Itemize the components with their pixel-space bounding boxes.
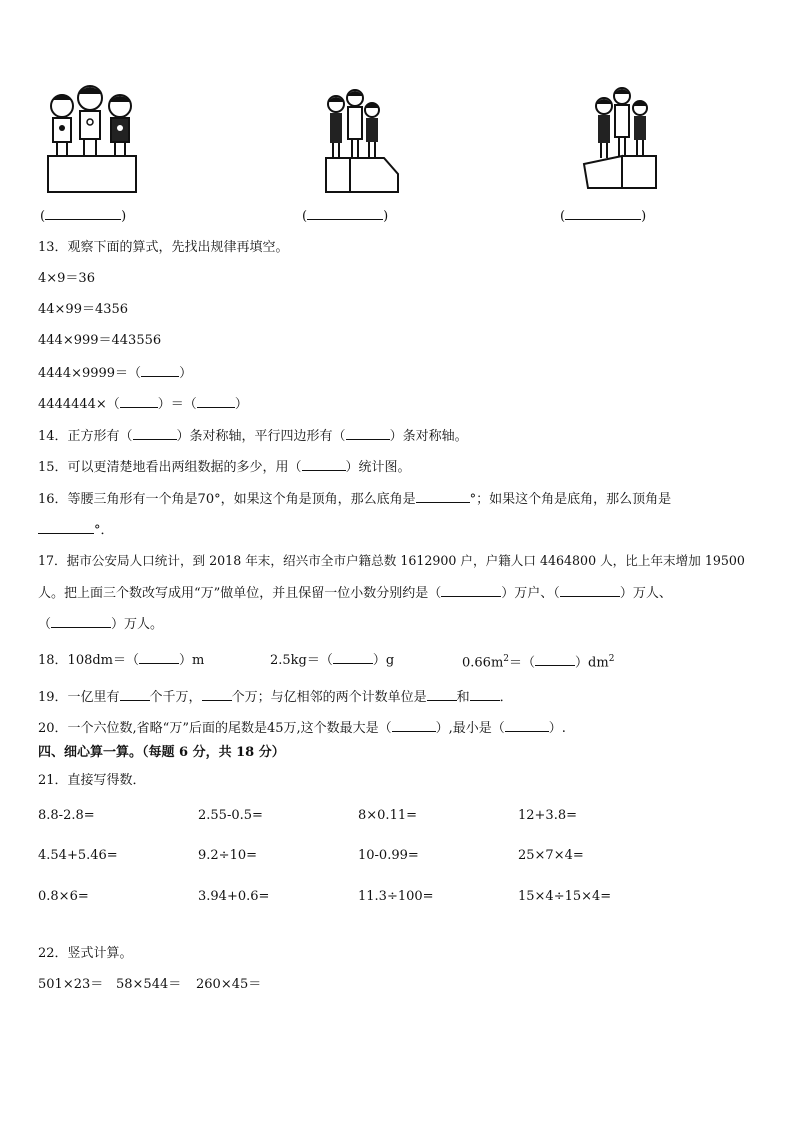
q13-line5-text: 4444444×（ (38, 397, 120, 412)
answer-blank[interactable] (45, 207, 121, 220)
q14-text-a: 14．正方形有（ (38, 429, 133, 444)
q19-text-e: ． (499, 690, 513, 705)
q18-part-a (38, 651, 204, 669)
q16-text-a: 16．等腰三角形有一个角是70°，如果这个角是顶角，那么底角是 (38, 492, 416, 507)
q19-text-b: 个千万， (149, 690, 202, 705)
answer-blank[interactable] (197, 395, 235, 408)
answer-blank[interactable] (38, 521, 94, 534)
q21-item: 25×7×4= (518, 848, 584, 863)
q17-line1: 17．据市公安局人口统计，到 2018 年末，绍兴市全市户籍总数 1612900 户，户籍人口 4464800 人，比上年末增加 19500 (38, 553, 745, 568)
q21-item: 9.2÷10= (198, 848, 258, 863)
q20 (38, 719, 566, 737)
q21-item: 10-0.99= (358, 848, 419, 863)
q21-title: 21．直接写得数． (38, 773, 146, 788)
q16-line1 (38, 490, 671, 508)
q19-text-c: 个万；与亿相邻的两个计数单位是 (231, 690, 427, 705)
answer-blank[interactable] (302, 458, 346, 471)
q21-item: 8.8-2.8= (38, 808, 95, 823)
q14-text-c: ）条对称轴。 (389, 429, 468, 444)
answer-blank[interactable] (505, 719, 549, 732)
q15 (38, 458, 411, 476)
figure-kids-on-box-front (40, 80, 150, 200)
q13-title: 13．观察下面的算式，先找出规律再填空。 (38, 240, 289, 255)
answer-blank[interactable] (441, 584, 501, 597)
answer-blank[interactable] (120, 395, 158, 408)
q18-b-text: 2.5kg＝（ (270, 653, 333, 668)
q19 (38, 688, 513, 706)
answer-blank[interactable] (535, 653, 575, 666)
q17-text-b: ）万户、（ (501, 586, 560, 601)
caption-open: ( (40, 209, 46, 224)
answer-blank[interactable] (427, 688, 457, 701)
q21-item: 2.55-0.5= (198, 808, 263, 823)
q13-line1: 4×9＝36 (38, 271, 95, 286)
answer-blank[interactable] (565, 207, 641, 220)
q18-part-b (270, 651, 394, 669)
q18-c-unit: ）dm (575, 655, 609, 671)
answer-blank[interactable] (307, 207, 383, 220)
caption-open: ( (302, 209, 308, 224)
q20-text-b: ）,最小是（ (435, 721, 505, 736)
q17-text-c: ）万人、 (619, 586, 672, 601)
q15-text-a: 15．可以更清楚地看出两组数据的多少，用（ (38, 460, 302, 475)
q17-text-a: 人。把上面三个数改写成用“万”做单位，并且保留一位小数分别约是（ (38, 586, 442, 601)
q18-c-sup: 2 (503, 654, 510, 664)
figure-kids-on-box-side (318, 88, 408, 198)
q22-title: 22．竖式计算。 (38, 946, 133, 961)
figure-1-caption (40, 207, 126, 224)
q18-c-text: 0.66m (462, 655, 504, 671)
caption-close: ) (121, 209, 127, 224)
q18-c-eq: ＝（ (509, 655, 536, 671)
answer-blank[interactable] (346, 427, 390, 440)
caption-open: ( (560, 209, 566, 224)
q17-text-d: （ (38, 617, 52, 632)
answer-blank[interactable] (141, 364, 179, 377)
q20-text-a: 20．一个六位数,省略“万”后面的尾数是45万,这个数最大是（ (38, 721, 392, 736)
answer-blank[interactable] (470, 688, 500, 701)
q13-line5-close: ） (234, 397, 248, 412)
q21-item: 4.54+5.46= (38, 848, 118, 863)
q13-line5 (38, 395, 248, 413)
q21-item: 15×4÷15×4= (518, 889, 612, 904)
q22-item: 58×544＝ (116, 977, 182, 992)
q15-text-b: ）统计图。 (345, 460, 411, 475)
q18-b-unit: ）g (372, 653, 395, 668)
q17-text-e: ）万人。 (111, 617, 164, 632)
q21-item: 12+3.8= (518, 808, 578, 823)
q16-text-c: °． (94, 523, 114, 538)
q21-item: 11.3÷100= (358, 889, 434, 904)
q21-item: 8×0.11= (358, 808, 418, 823)
q22-item: 260×45＝ (196, 977, 262, 992)
answer-blank[interactable] (416, 490, 470, 503)
q17-line2 (38, 584, 672, 602)
answer-blank[interactable] (120, 688, 150, 701)
section-4-heading: 四、细心算一算。（每题 6 分，共 18 分） (38, 745, 285, 760)
q14 (38, 427, 468, 445)
q13-line3: 444×999＝443556 (38, 333, 162, 348)
answer-blank[interactable] (139, 651, 179, 664)
q13-line4-text: 4444×9999＝（ (38, 366, 142, 381)
answer-blank[interactable] (202, 688, 232, 701)
answer-blank[interactable] (51, 615, 111, 628)
answer-blank[interactable] (333, 651, 373, 664)
q13-line5-mid: ）＝（ (157, 397, 197, 412)
q17-line3 (38, 615, 163, 633)
q13-line4 (38, 364, 192, 382)
q13-line4-close: ） (179, 366, 193, 381)
q22-item: 501×23＝ (38, 977, 104, 992)
q18-a-unit: ）m (179, 653, 205, 668)
q20-text-c: ）. (548, 721, 566, 736)
q19-text-a: 19．一亿里有 (38, 690, 120, 705)
q18-a-text: 18．108dm＝（ (38, 653, 140, 668)
answer-blank[interactable] (392, 719, 436, 732)
figure-3-caption (560, 207, 646, 224)
q16-line2 (38, 521, 114, 539)
q19-text-d: 和 (456, 690, 470, 705)
q18-c-sup2: 2 (608, 654, 615, 664)
q16-text-b: °；如果这个角是底角，那么顶角是 (469, 492, 672, 507)
q14-text-b: ）条对称轴，平行四边形有（ (176, 429, 346, 444)
q13-line2: 44×99＝4356 (38, 302, 129, 317)
answer-blank[interactable] (560, 584, 620, 597)
figure-2-caption (302, 207, 388, 224)
figure-kids-on-box-other-side (580, 84, 670, 194)
caption-close: ) (641, 209, 647, 224)
q18-part-c (462, 651, 614, 671)
caption-close: ) (383, 209, 389, 224)
q21-item: 0.8×6= (38, 889, 89, 904)
answer-blank[interactable] (133, 427, 177, 440)
q21-item: 3.94+0.6= (198, 889, 270, 904)
